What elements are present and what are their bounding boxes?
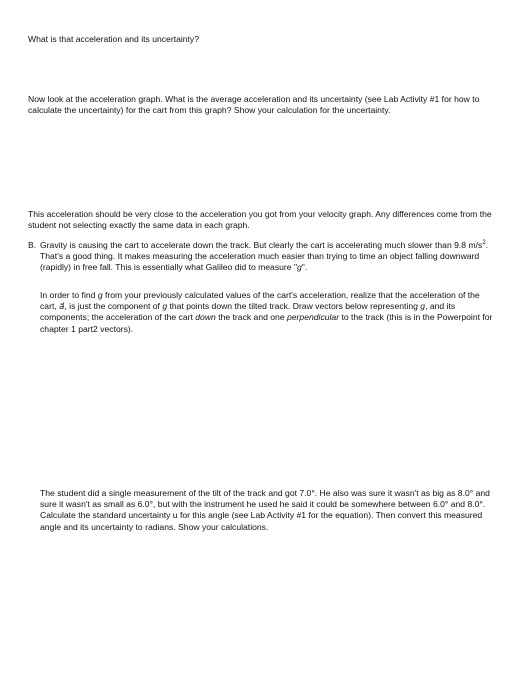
question-acceleration-uncertainty: What is that acceleration and its uncertainty? [28,34,200,44]
note-acceleration-comparison: This acceleration should be very close to the acceleration you got from your velocity graph. Any differences come from the student not selecting exactly the same data in each graph. [28,209,492,231]
section-b-vector-paragraph: In order to find g from your previously calculated values of the cart's acceleration, realize that the acceleration of the cart, a⃗, is just the component of g that points down the tilted track. Draw vectors below representing g, and its components; the acceleration of the cart down the track and one perpendicular to the track (this is in the Powerpoint for chapter 1 part2 vectors). [40,290,493,334]
section-b-gravity-paragraph: Gravity is causing the cart to accelerate down the track. But clearly the cart is accelerating much slower than 9.8 $m/s^2$. That's a good thing. It makes measuring the acceleration much easier than trying to time an object falling downward (rapidly) in free fall. This is essentially what Galileo did to measure "g". [40,240,489,273]
section-b-tilt-measurement-paragraph: The student did a single measurement of the tilt of the track and got 7.0°. He also was sure it wasn't as big as 8.0° and sure it wasn't as small as 6.0°, but with the instrument he used he said it could be somewhere between 6.0° and 8.0°. Calculate the standard uncertainty u for this angle (see Lab Activity #1 for the equation). Then convert this measured angle and its uncertainty to radians. Show your calculations. [40,488,490,532]
section-b-marker: B. [28,240,37,250]
question-acceleration-graph: Now look at the acceleration graph. What is the average acceleration and its uncertainty (see Lab Activity #1 for how to calculate the uncertainty) for the cart from this graph? Show your calculation for the uncertainty. [28,94,480,116]
